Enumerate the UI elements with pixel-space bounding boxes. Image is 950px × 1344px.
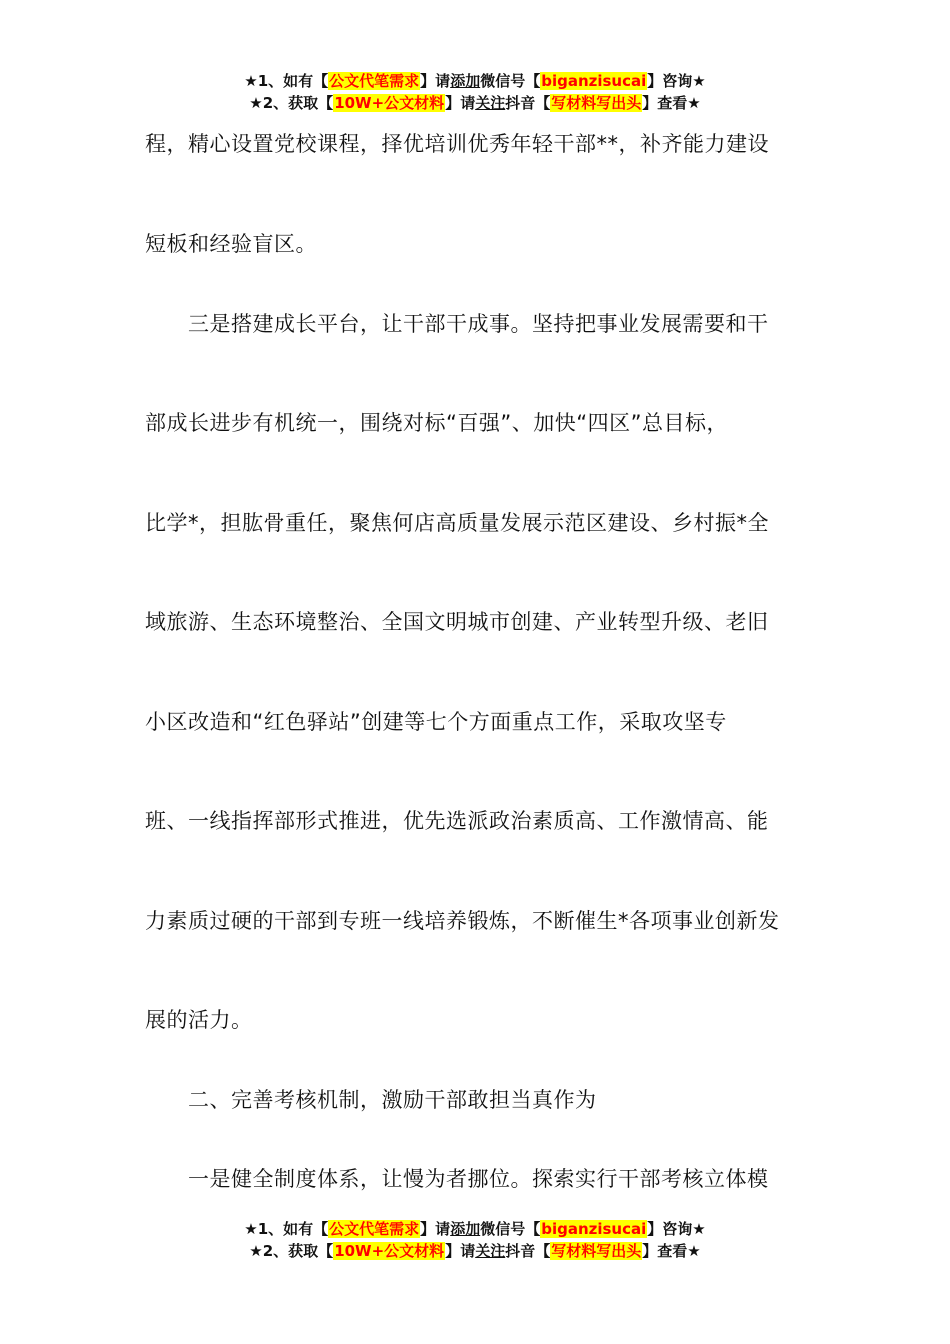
- banner-text: 微信号【: [480, 1220, 541, 1238]
- banner-text: 】咨询★: [647, 72, 706, 90]
- banner-underlined-text: 关注: [475, 1242, 506, 1260]
- banner-text: 】查看★: [642, 1242, 701, 1260]
- banner-text: ★1、如有【: [244, 72, 329, 90]
- banner-highlight: 写材料写出头: [551, 1242, 642, 1260]
- banner-text: ★2、获取【: [249, 94, 334, 112]
- banner-highlight: 公文代笔需求: [329, 72, 420, 90]
- body-line: 部成长进步有机统一，围绕对标“百强”、加快“四区”总目标，: [145, 411, 729, 435]
- banner-underlined-text: 添加: [450, 1220, 481, 1238]
- banner-text: 微信号【: [480, 72, 541, 90]
- banner-highlight: biganzisucai: [541, 1220, 647, 1238]
- banner-line-2: [0, 92, 950, 114]
- banner-highlight: 10W+公文材料: [334, 94, 445, 112]
- banner-text: 】咨询★: [647, 1220, 706, 1238]
- banner-highlight: 写材料写出头: [551, 94, 642, 112]
- header-banner: [0, 70, 950, 114]
- banner-text: ★1、如有【: [244, 1220, 329, 1238]
- body-line: 域旅游、生态环境整治、全国文明城市创建、产业转型升级、老旧: [145, 610, 769, 634]
- banner-text: ★2、获取【: [249, 1242, 334, 1260]
- banner-highlight: 10W+公文材料: [334, 1242, 445, 1260]
- banner-line-1: [0, 1218, 950, 1240]
- footer-banner: [0, 1218, 950, 1262]
- banner-line-2: [0, 1240, 950, 1262]
- body-line: 班、一线指挥部形式推进，优先选派政治素质高、工作激情高、能: [145, 809, 769, 833]
- banner-text: 抖音【: [505, 94, 551, 112]
- body-line: 展的活力。: [145, 1008, 253, 1032]
- body-line: 三是搭建成长平台，让干部干成事。坚持把事业发展需要和干: [188, 312, 769, 336]
- body-line: 程，精心设置党校课程，择优培训优秀年轻干部**，补齐能力建设: [145, 132, 769, 156]
- banner-underlined-text: 关注: [475, 94, 506, 112]
- body-line: 力素质过硬的干部到专班一线培养锻炼，不断催生*各项事业创新发: [145, 909, 780, 933]
- banner-text: 】请: [445, 1242, 476, 1260]
- body-line: 短板和经验盲区。: [145, 232, 317, 256]
- banner-text: 】请: [420, 1220, 451, 1238]
- banner-text: 】请: [420, 72, 451, 90]
- banner-highlight: biganzisucai: [541, 72, 647, 90]
- banner-text: 抖音【: [505, 1242, 551, 1260]
- body-line: 一是健全制度体系，让慢为者挪位。探索实行干部考核立体模: [188, 1167, 769, 1191]
- section-heading: 二、完善考核机制，激励干部敢担当真作为: [188, 1088, 597, 1112]
- banner-text: 】查看★: [642, 94, 701, 112]
- banner-underlined-text: 添加: [450, 72, 481, 90]
- banner-line-1: [0, 70, 950, 92]
- banner-highlight: 公文代笔需求: [329, 1220, 420, 1238]
- banner-text: 】请: [445, 94, 476, 112]
- body-line: 比学*，担肱骨重任，聚焦何店高质量发展示范区建设、乡村振*全: [145, 511, 769, 535]
- body-line: 小区改造和“红色驿站”创建等七个方面重点工作，采取攻坚专: [145, 710, 727, 734]
